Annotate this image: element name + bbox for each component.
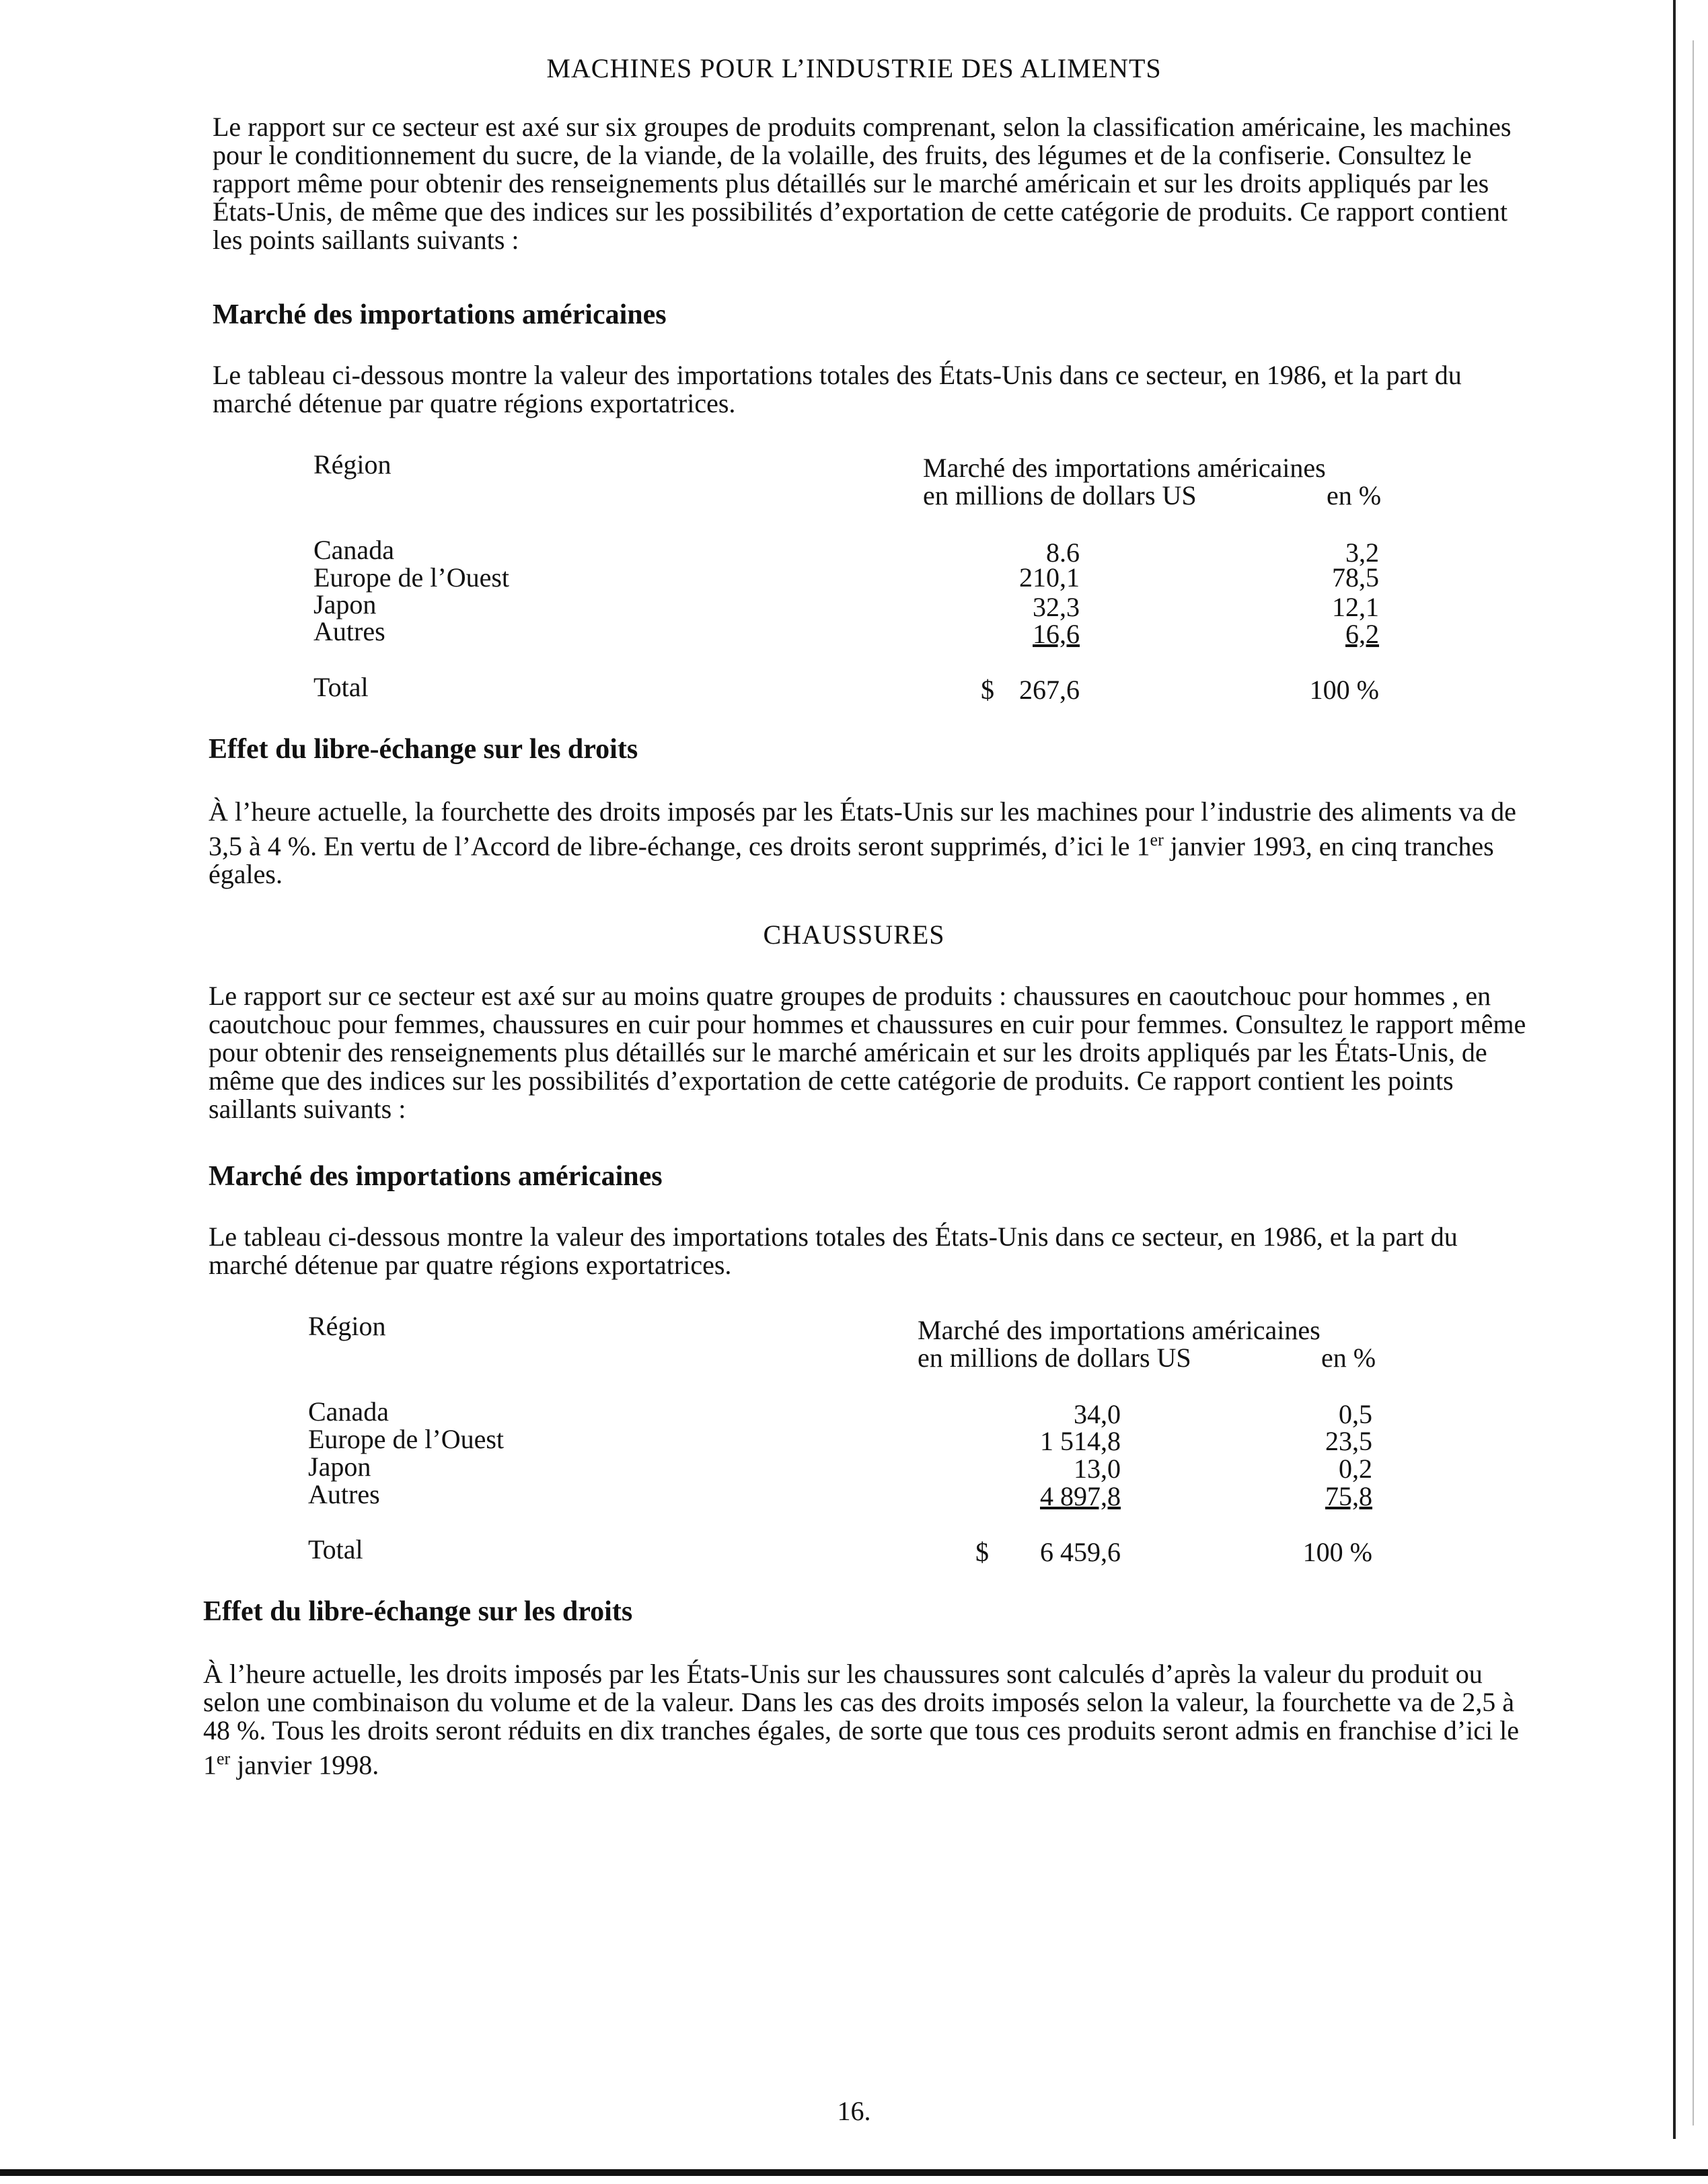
scan-edge-bottom	[0, 2169, 1708, 2176]
scan-edge-right	[1673, 0, 1676, 2139]
table-cell-pct: 0,2	[1339, 1454, 1372, 1484]
table-row-region: Europe de l’Ouest	[308, 1424, 505, 1454]
table-cell-value: 1 514,8	[1040, 1426, 1121, 1456]
table-cell-pct: 3,2	[1345, 537, 1379, 568]
effect-heading-chaussures: Effet du libre-échange sur les droits	[203, 1596, 633, 1627]
table-total-value: 6 459,6	[1040, 1537, 1121, 1567]
table-row-region: Autres	[308, 1479, 380, 1509]
table-row-region: Japon	[308, 1452, 371, 1482]
table-total-label: Total	[308, 1534, 363, 1565]
table-row-region: Autres	[313, 616, 385, 646]
col-header-region: Région	[308, 1311, 386, 1341]
table-total-currency: $	[975, 1537, 989, 1567]
table-cell-pct: 0,5	[1339, 1399, 1372, 1429]
table-cell-pct: 6,2	[1345, 619, 1379, 649]
table-cell-pct: 23,5	[1325, 1426, 1372, 1456]
col-header-percent: en %	[1321, 1343, 1376, 1373]
table-cell-value: 32,3	[1033, 592, 1080, 622]
col-header-dollars: en millions de dollars US	[923, 480, 1197, 511]
table-row-region: Canada	[313, 535, 394, 565]
scan-edge-right-faint	[1693, 40, 1694, 2125]
table-cell-pct: 12,1	[1332, 592, 1379, 622]
section-title-chaussures: CHAUSSURES	[763, 919, 945, 950]
table-row-region: Canada	[308, 1396, 389, 1427]
table-total-pct: 100 %	[1309, 675, 1379, 705]
table-cell-value: 4 897,8	[1040, 1481, 1121, 1511]
table-cell-value: 13,0	[1074, 1454, 1121, 1484]
col-header-market: Marché des importations américaines	[918, 1315, 1321, 1345]
market-heading-machines: Marché des importations américaines	[213, 299, 667, 330]
market-heading-chaussures: Marché des importations américaines	[209, 1161, 663, 1192]
effect-heading-machines: Effet du libre-échange sur les droits	[209, 734, 638, 765]
table-cell-value: 8.6	[1046, 537, 1080, 568]
col-header-dollars: en millions de dollars US	[918, 1343, 1191, 1373]
col-header-percent: en %	[1327, 480, 1382, 511]
col-header-region: Région	[313, 449, 392, 480]
market-text-machines: Le tableau ci-dessous montre la valeur des importations totales des États-Unis dans ce secteur, en 1986, et la part du marché détenue par quatre régions exportatrices.	[213, 360, 1462, 418]
table-total-label: Total	[313, 672, 369, 702]
table-total-currency: $	[981, 675, 994, 705]
page-number: 16.	[837, 2096, 871, 2126]
market-text-chaussures: Le tableau ci-dessous montre la valeur des importations totales des États-Unis dans ce secteur, en 1986, et la part du marché détenue par quatre régions exportatrices.	[209, 1221, 1458, 1280]
table-cell-value: 34,0	[1074, 1399, 1121, 1429]
effect-text-chaussures: À l’heure actuelle, les droits imposés par les États-Unis sur les chaussures sont calculés d’après la valeur du produit ou selon une combinaison du volume et de la valeur. Dans les cas des droits imposés selon la valeur, la fourchette va de 2,5 à 48 %. Tous les droits seront réduits en dix tranches égales, de sorte que tous ces produits seront admis en franchise d’ici le 1er janvier 1998.	[203, 1659, 1519, 1780]
table-total-pct: 100 %	[1302, 1537, 1372, 1567]
section-intro-chaussures: Le rapport sur ce secteur est axé sur au moins quatre groupes de produits : chaussures en caoutchouc pour hommes , en caoutchouc pour femmes, chaussures en cuir pour hommes et chaussures en cuir pour femmes. Consultez le rapport même pour obtenir des renseignements plus détaillés sur le marché américain et sur les droits appliqués par les États-Unis, de même que des indices sur les possibilités d’exportation de cette catégorie de produits. Ce rapport contient les points saillants suivants :	[209, 981, 1526, 1124]
section-title-machines: MACHINES POUR L’INDUSTRIE DES ALIMENTS	[546, 53, 1162, 83]
col-header-market: Marché des importations américaines	[923, 453, 1326, 483]
table-cell-pct: 78,5	[1332, 562, 1379, 593]
table-cell-value: 210,1	[1019, 562, 1080, 593]
section-intro-machines: Le rapport sur ce secteur est axé sur six groupes de produits comprenant, selon la classification américaine, les machines pour le conditionnement du sucre, de la viande, de la volaille, des fruits, des légumes et de la confiserie. Consultez le rapport même pour obtenir des renseignements plus détaillés sur le marché américain et sur les droits appliqués par les États-Unis, de même que des indices sur les possibilités d’exportation de cette catégorie de produits. Ce rapport contient les points saillants suivants :	[213, 112, 1512, 255]
table-row-region: Japon	[313, 589, 377, 619]
table-total-value: 267,6	[1019, 675, 1080, 705]
table-cell-value: 16,6	[1033, 619, 1080, 649]
table-row-region: Europe de l’Ouest	[313, 562, 510, 593]
effect-text-machines: À l’heure actuelle, la fourchette des droits imposés par les États-Unis sur les machines pour l’industrie des aliments va de 3,5 à 4 %. En vertu de l’Accord de libre-échange, ces droits seront supprimés, d’ici le 1er janvier 1993, en cinq tranches égales.	[209, 796, 1516, 890]
table-cell-pct: 75,8	[1325, 1481, 1372, 1511]
